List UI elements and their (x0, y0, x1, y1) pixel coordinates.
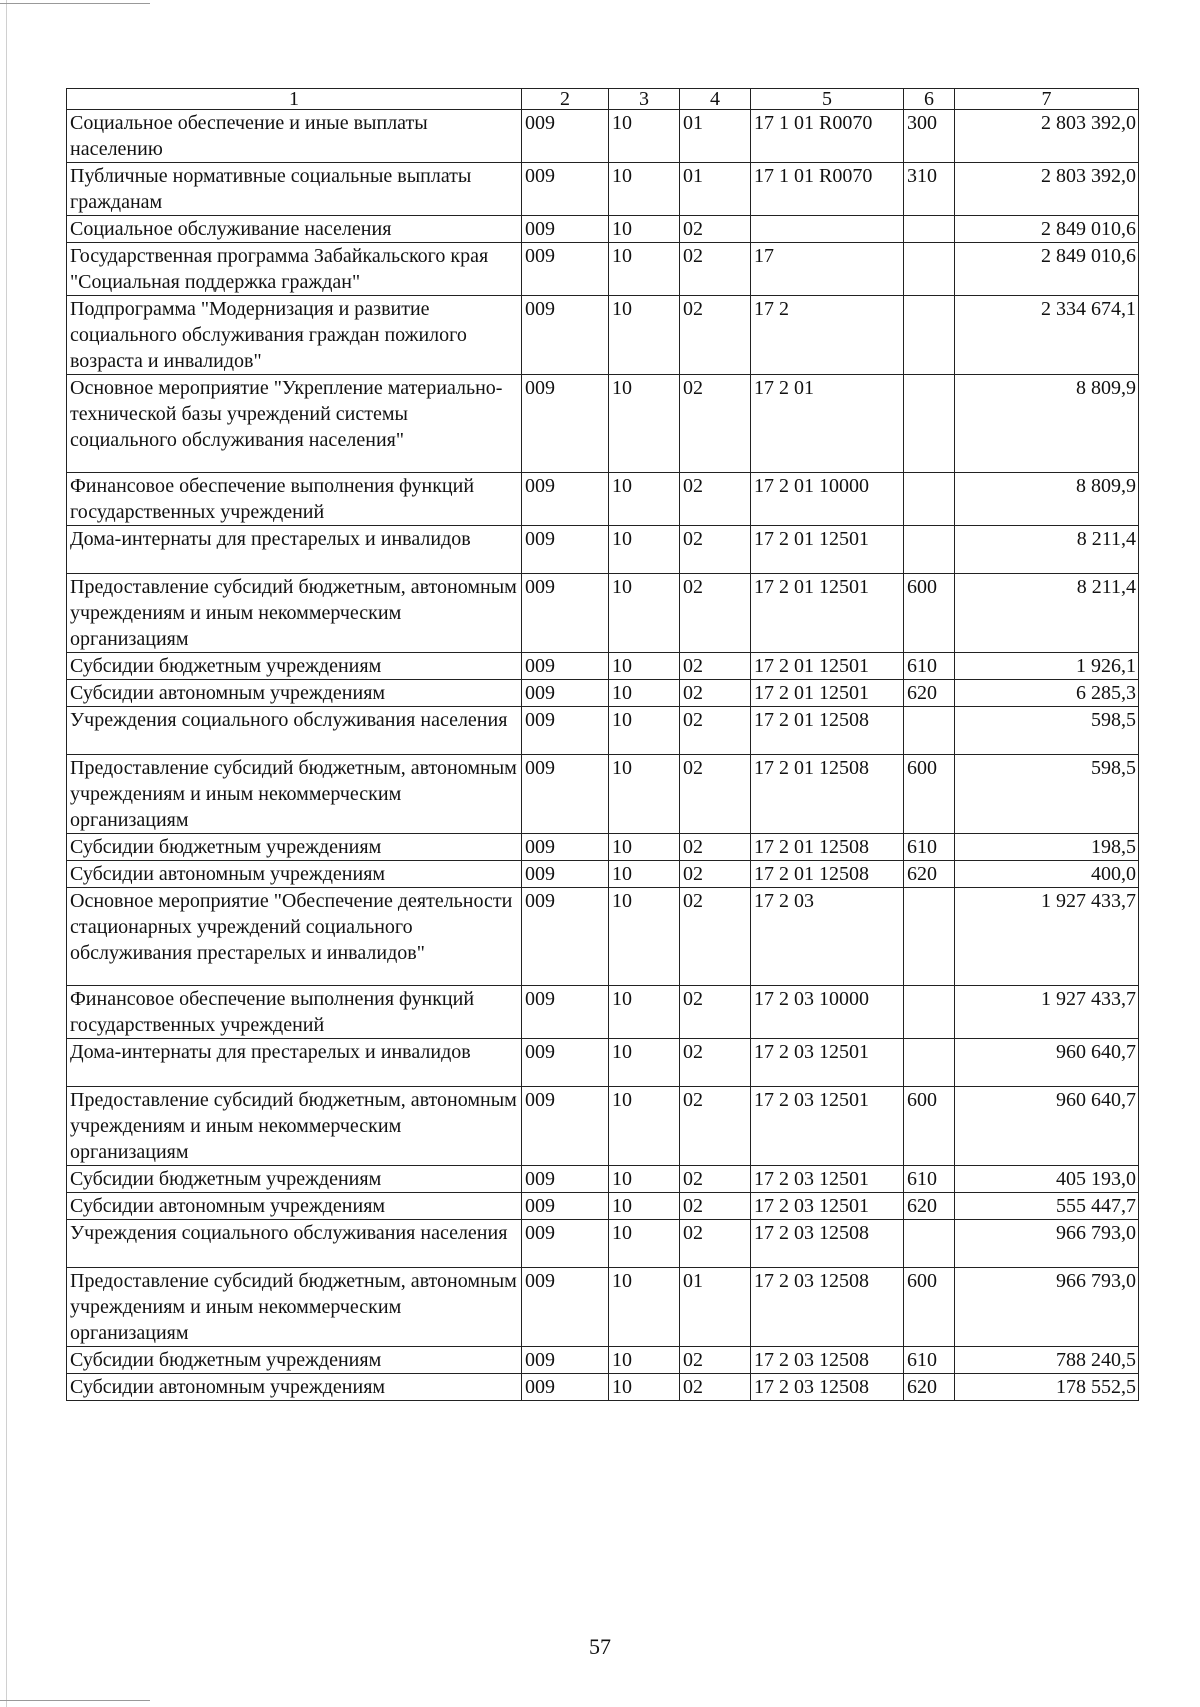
expense-type-cell (904, 243, 955, 296)
section-code-cell: 10 (609, 986, 680, 1039)
subsection-code-cell: 02 (680, 1166, 751, 1193)
section-code-cell: 10 (609, 1374, 680, 1401)
header-cell: 3 (609, 89, 680, 110)
ministry-code-cell: 009 (522, 1220, 609, 1268)
amount-cell: 788 240,5 (955, 1347, 1139, 1374)
item-name-cell: Предоставление субсидий бюджетным, автономным учреждениям и иным некоммерческим организациям (67, 755, 522, 834)
subsection-code-cell: 01 (680, 163, 751, 216)
ministry-code-cell: 009 (522, 653, 609, 680)
subsection-code-cell: 02 (680, 216, 751, 243)
subsection-code-cell: 01 (680, 1268, 751, 1347)
expense-type-cell: 620 (904, 1374, 955, 1401)
target-article-cell (751, 216, 904, 243)
amount-cell: 8 211,4 (955, 526, 1139, 574)
target-article-cell: 17 2 03 12508 (751, 1268, 904, 1347)
amount-cell: 555 447,7 (955, 1193, 1139, 1220)
ministry-code-cell: 009 (522, 680, 609, 707)
amount-cell: 2 803 392,0 (955, 110, 1139, 163)
table-row (67, 834, 1139, 861)
expense-type-cell: 620 (904, 861, 955, 888)
subsection-code-cell: 02 (680, 653, 751, 680)
subsection-code-cell: 02 (680, 1347, 751, 1374)
section-code-cell: 10 (609, 1087, 680, 1166)
section-code-cell: 10 (609, 296, 680, 375)
subsection-code-cell: 02 (680, 861, 751, 888)
subsection-code-cell: 02 (680, 680, 751, 707)
item-name-cell: Учреждения социального обслуживания населения (67, 707, 522, 755)
subsection-code-cell: 02 (680, 1087, 751, 1166)
subsection-code-cell: 02 (680, 375, 751, 473)
amount-cell: 1 927 433,7 (955, 888, 1139, 986)
item-name-cell: Субсидии бюджетным учреждениям (67, 653, 522, 680)
ministry-code-cell: 009 (522, 296, 609, 375)
table-row (67, 707, 1139, 755)
subsection-code-cell: 02 (680, 888, 751, 986)
item-name-cell: Социальное обеспечение и иные выплаты населению (67, 110, 522, 163)
target-article-cell: 17 2 01 12508 (751, 861, 904, 888)
target-article-cell: 17 (751, 243, 904, 296)
ministry-code-cell: 009 (522, 1193, 609, 1220)
amount-cell: 598,5 (955, 755, 1139, 834)
amount-cell: 1 927 433,7 (955, 986, 1139, 1039)
item-name-cell: Субсидии бюджетным учреждениям (67, 834, 522, 861)
target-article-cell: 17 2 (751, 296, 904, 375)
subsection-code-cell: 02 (680, 986, 751, 1039)
amount-cell: 8 211,4 (955, 574, 1139, 653)
subsection-code-cell: 02 (680, 473, 751, 526)
target-article-cell: 17 2 01 12501 (751, 680, 904, 707)
subsection-code-cell: 02 (680, 1220, 751, 1268)
section-code-cell: 10 (609, 888, 680, 986)
item-name-cell: Субсидии автономным учреждениям (67, 861, 522, 888)
amount-cell: 598,5 (955, 707, 1139, 755)
table-row (67, 755, 1139, 834)
item-name-cell: Государственная программа Забайкальского края "Социальная поддержка граждан" (67, 243, 522, 296)
table-row (67, 110, 1139, 163)
item-name-cell: Финансовое обеспечение выполнения функций государственных учреждений (67, 986, 522, 1039)
target-article-cell: 17 2 03 10000 (751, 986, 904, 1039)
header-cell: 2 (522, 89, 609, 110)
target-article-cell: 17 1 01 R0070 (751, 163, 904, 216)
subsection-code-cell: 02 (680, 755, 751, 834)
target-article-cell: 17 2 03 12508 (751, 1347, 904, 1374)
budget-table (66, 88, 1139, 1401)
ministry-code-cell: 009 (522, 243, 609, 296)
amount-cell: 8 809,9 (955, 473, 1139, 526)
item-name-cell: Предоставление субсидий бюджетным, автономным учреждениям и иным некоммерческим организациям (67, 1268, 522, 1347)
table-row (67, 296, 1139, 375)
amount-cell: 960 640,7 (955, 1039, 1139, 1087)
ministry-code-cell: 009 (522, 526, 609, 574)
scan-edge-left (6, 0, 7, 1707)
budget-table-body (67, 89, 1139, 1401)
target-article-cell: 17 2 01 12501 (751, 526, 904, 574)
amount-cell: 6 285,3 (955, 680, 1139, 707)
item-name-cell: Подпрограмма "Модернизация и развитие социального обслуживания граждан пожилого возраста и инвалидов" (67, 296, 522, 375)
item-name-cell: Субсидии автономным учреждениям (67, 680, 522, 707)
subsection-code-cell: 02 (680, 296, 751, 375)
ministry-code-cell: 009 (522, 473, 609, 526)
section-code-cell: 10 (609, 216, 680, 243)
ministry-code-cell: 009 (522, 1166, 609, 1193)
subsection-code-cell: 02 (680, 707, 751, 755)
header-cell: 5 (751, 89, 904, 110)
amount-cell: 960 640,7 (955, 1087, 1139, 1166)
item-name-cell: Дома-интернаты для престарелых и инвалидов (67, 526, 522, 574)
ministry-code-cell: 009 (522, 1374, 609, 1401)
table-row (67, 473, 1139, 526)
item-name-cell: Социальное обслуживание населения (67, 216, 522, 243)
ministry-code-cell: 009 (522, 986, 609, 1039)
amount-cell: 2 334 674,1 (955, 296, 1139, 375)
subsection-code-cell: 02 (680, 1193, 751, 1220)
target-article-cell: 17 2 03 12501 (751, 1193, 904, 1220)
section-code-cell: 10 (609, 163, 680, 216)
section-code-cell: 10 (609, 861, 680, 888)
expense-type-cell (904, 375, 955, 473)
target-article-cell: 17 2 01 12501 (751, 653, 904, 680)
table-row (67, 653, 1139, 680)
section-code-cell: 10 (609, 526, 680, 574)
target-article-cell: 17 2 03 12501 (751, 1039, 904, 1087)
ministry-code-cell: 009 (522, 375, 609, 473)
target-article-cell: 17 2 03 12501 (751, 1087, 904, 1166)
expense-type-cell (904, 1220, 955, 1268)
table-row (67, 526, 1139, 574)
item-name-cell: Субсидии автономным учреждениям (67, 1193, 522, 1220)
scan-edge-bottom (0, 1700, 150, 1701)
section-code-cell: 10 (609, 243, 680, 296)
section-code-cell: 10 (609, 834, 680, 861)
header-row (67, 89, 1139, 110)
section-code-cell: 10 (609, 755, 680, 834)
table-row (67, 1166, 1139, 1193)
amount-cell: 405 193,0 (955, 1166, 1139, 1193)
item-name-cell: Субсидии бюджетным учреждениям (67, 1347, 522, 1374)
section-code-cell: 10 (609, 375, 680, 473)
expense-type-cell (904, 986, 955, 1039)
amount-cell: 966 793,0 (955, 1268, 1139, 1347)
ministry-code-cell: 009 (522, 1268, 609, 1347)
table-row (67, 1374, 1139, 1401)
subsection-code-cell: 02 (680, 1039, 751, 1087)
item-name-cell: Основное мероприятие "Обеспечение деятельности стационарных учреждений социального обслуживания престарелых и инвалидов" (67, 888, 522, 986)
ministry-code-cell: 009 (522, 707, 609, 755)
section-code-cell: 10 (609, 1220, 680, 1268)
expense-type-cell (904, 216, 955, 243)
expense-type-cell: 600 (904, 1087, 955, 1166)
header-cell: 7 (955, 89, 1139, 110)
section-code-cell: 10 (609, 707, 680, 755)
ministry-code-cell: 009 (522, 574, 609, 653)
expense-type-cell (904, 526, 955, 574)
page-number: 57 (589, 1634, 611, 1659)
amount-cell: 8 809,9 (955, 375, 1139, 473)
section-code-cell: 10 (609, 1039, 680, 1087)
expense-type-cell: 610 (904, 1347, 955, 1374)
expense-type-cell: 600 (904, 574, 955, 653)
item-name-cell: Публичные нормативные социальные выплаты гражданам (67, 163, 522, 216)
table-row (67, 1193, 1139, 1220)
subsection-code-cell: 01 (680, 110, 751, 163)
table-row (67, 1268, 1139, 1347)
expense-type-cell: 310 (904, 163, 955, 216)
amount-cell: 966 793,0 (955, 1220, 1139, 1268)
table-row (67, 888, 1139, 986)
table-row (67, 1220, 1139, 1268)
subsection-code-cell: 02 (680, 574, 751, 653)
item-name-cell: Предоставление субсидий бюджетным, автономным учреждениям и иным некоммерческим организациям (67, 574, 522, 653)
target-article-cell: 17 2 03 12508 (751, 1374, 904, 1401)
expense-type-cell (904, 888, 955, 986)
target-article-cell: 17 2 01 (751, 375, 904, 473)
expense-type-cell: 600 (904, 1268, 955, 1347)
ministry-code-cell: 009 (522, 755, 609, 834)
expense-type-cell: 620 (904, 1193, 955, 1220)
target-article-cell: 17 2 01 12508 (751, 707, 904, 755)
expense-type-cell: 620 (904, 680, 955, 707)
item-name-cell: Предоставление субсидий бюджетным, автономным учреждениям и иным некоммерческим организациям (67, 1087, 522, 1166)
table-row (67, 1347, 1139, 1374)
item-name-cell: Финансовое обеспечение выполнения функций государственных учреждений (67, 473, 522, 526)
item-name-cell: Субсидии бюджетным учреждениям (67, 1166, 522, 1193)
subsection-code-cell: 02 (680, 243, 751, 296)
expense-type-cell: 600 (904, 755, 955, 834)
expense-type-cell (904, 473, 955, 526)
section-code-cell: 10 (609, 1193, 680, 1220)
header-cell: 1 (67, 89, 522, 110)
target-article-cell: 17 2 01 10000 (751, 473, 904, 526)
table-row (67, 861, 1139, 888)
ministry-code-cell: 009 (522, 888, 609, 986)
ministry-code-cell: 009 (522, 834, 609, 861)
table-row (67, 986, 1139, 1039)
section-code-cell: 10 (609, 680, 680, 707)
expense-type-cell: 610 (904, 1166, 955, 1193)
ministry-code-cell: 009 (522, 216, 609, 243)
expense-type-cell (904, 1039, 955, 1087)
table-row (67, 680, 1139, 707)
scan-edge-top (0, 3, 150, 4)
target-article-cell: 17 2 03 12508 (751, 1220, 904, 1268)
table-row (67, 1087, 1139, 1166)
amount-cell: 1 926,1 (955, 653, 1139, 680)
section-code-cell: 10 (609, 574, 680, 653)
subsection-code-cell: 02 (680, 834, 751, 861)
expense-type-cell: 300 (904, 110, 955, 163)
target-article-cell: 17 2 01 12501 (751, 574, 904, 653)
header-cell: 4 (680, 89, 751, 110)
ministry-code-cell: 009 (522, 1039, 609, 1087)
ministry-code-cell: 009 (522, 1087, 609, 1166)
item-name-cell: Учреждения социального обслуживания населения (67, 1220, 522, 1268)
item-name-cell: Субсидии автономным учреждениям (67, 1374, 522, 1401)
amount-cell: 198,5 (955, 834, 1139, 861)
table-row (67, 163, 1139, 216)
section-code-cell: 10 (609, 653, 680, 680)
header-cell: 6 (904, 89, 955, 110)
expense-type-cell (904, 707, 955, 755)
target-article-cell: 17 2 03 (751, 888, 904, 986)
amount-cell: 2 849 010,6 (955, 243, 1139, 296)
target-article-cell: 17 2 01 12508 (751, 755, 904, 834)
amount-cell: 2 849 010,6 (955, 216, 1139, 243)
subsection-code-cell: 02 (680, 1374, 751, 1401)
table-row (67, 1039, 1139, 1087)
table-row (67, 243, 1139, 296)
target-article-cell: 17 2 03 12501 (751, 1166, 904, 1193)
ministry-code-cell: 009 (522, 1347, 609, 1374)
section-code-cell: 10 (609, 473, 680, 526)
table-row (67, 375, 1139, 473)
ministry-code-cell: 009 (522, 861, 609, 888)
subsection-code-cell: 02 (680, 526, 751, 574)
expense-type-cell: 610 (904, 834, 955, 861)
section-code-cell: 10 (609, 1347, 680, 1374)
ministry-code-cell: 009 (522, 163, 609, 216)
amount-cell: 178 552,5 (955, 1374, 1139, 1401)
item-name-cell: Основное мероприятие "Укрепление материально-технической базы учреждений системы социального обслуживания населения" (67, 375, 522, 473)
section-code-cell: 10 (609, 1268, 680, 1347)
item-name-cell: Дома-интернаты для престарелых и инвалидов (67, 1039, 522, 1087)
target-article-cell: 17 1 01 R0070 (751, 110, 904, 163)
table-row (67, 216, 1139, 243)
ministry-code-cell: 009 (522, 110, 609, 163)
target-article-cell: 17 2 01 12508 (751, 834, 904, 861)
expense-type-cell: 610 (904, 653, 955, 680)
table-row (67, 574, 1139, 653)
section-code-cell: 10 (609, 1166, 680, 1193)
amount-cell: 400,0 (955, 861, 1139, 888)
amount-cell: 2 803 392,0 (955, 163, 1139, 216)
section-code-cell: 10 (609, 110, 680, 163)
expense-type-cell (904, 296, 955, 375)
